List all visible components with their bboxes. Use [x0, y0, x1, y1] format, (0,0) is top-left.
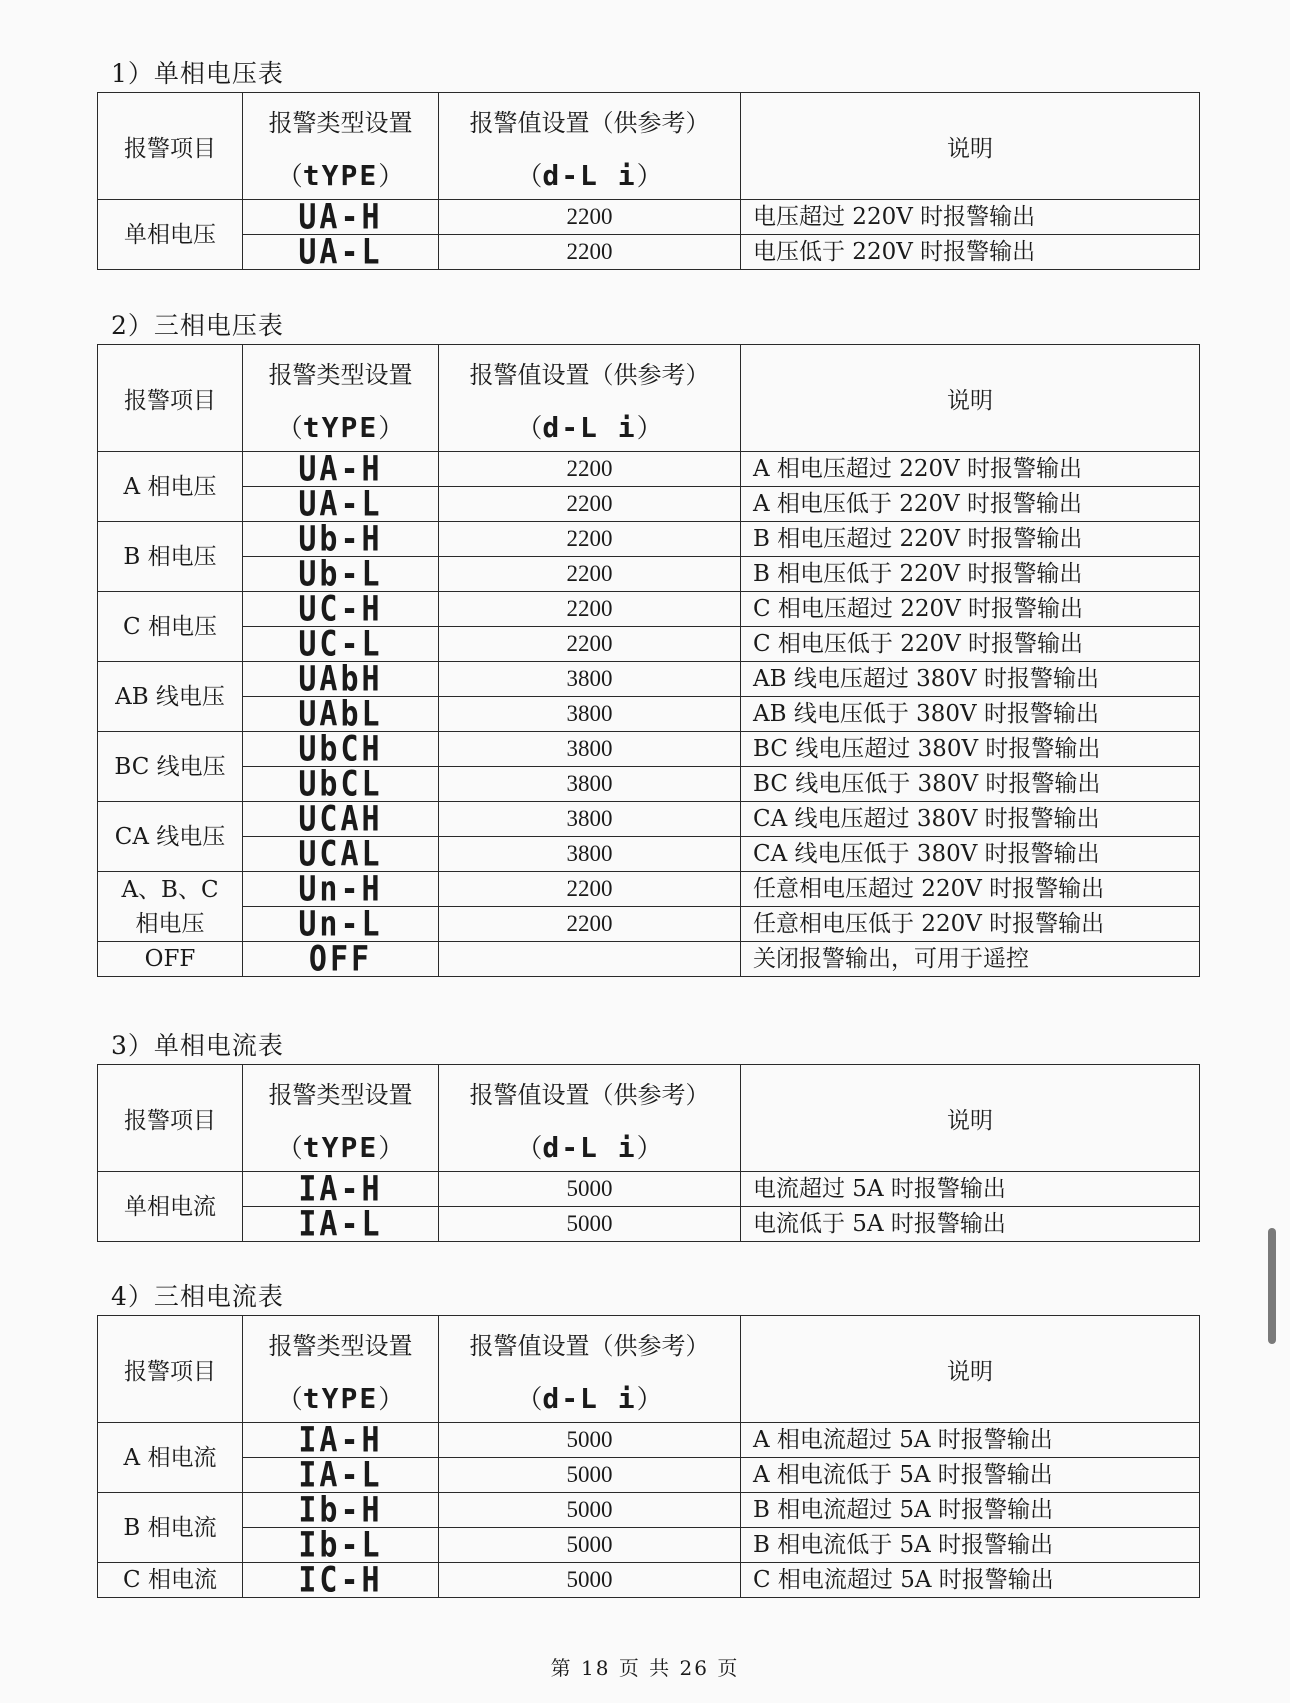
header-value: [439, 1065, 741, 1172]
alarm-value: 2200: [439, 452, 741, 487]
header-type: [243, 345, 439, 452]
table-row: [98, 732, 1200, 767]
alarm-value: [439, 942, 741, 977]
scrollbar[interactable]: [1268, 1228, 1276, 1344]
alarm-item: 单相电流: [98, 1172, 243, 1242]
alarm-description: C 相电压超过 220V 时报警输出: [741, 592, 1200, 627]
alarm-table: [97, 92, 1200, 270]
alarm-description: CA 线电压超过 380V 时报警输出: [741, 802, 1200, 837]
alarm-value: 3800: [439, 662, 741, 697]
alarm-type-code: Un-H: [243, 869, 439, 909]
table-row: [98, 592, 1200, 627]
alarm-type-code: UA-L: [243, 484, 439, 524]
alarm-item: BC 线电压: [98, 732, 243, 802]
table-row: [98, 1207, 1200, 1242]
alarm-type-code: IA-L: [243, 1204, 439, 1244]
alarm-type-code: UC-L: [243, 624, 439, 664]
alarm-item: B 相电压: [98, 522, 243, 592]
alarm-description: A 相电流超过 5A 时报警输出: [741, 1423, 1200, 1458]
header-value-code: d-L i: [542, 1382, 637, 1415]
alarm-description: 电流超过 5A 时报警输出: [741, 1172, 1200, 1207]
alarm-description: C 相电压低于 220V 时报警输出: [741, 627, 1200, 662]
header-item: 报警项目: [98, 1316, 243, 1423]
alarm-type-code: UAbL: [243, 694, 439, 734]
header-desc: 说明: [741, 93, 1200, 200]
alarm-value: 5000: [439, 1493, 741, 1528]
table-row: [98, 1493, 1200, 1528]
header-type-code-wrap: （tYPE）: [276, 411, 405, 444]
alarm-value: 5000: [439, 1423, 741, 1458]
table-row: [98, 697, 1200, 732]
table-row: [98, 557, 1200, 592]
alarm-type-code: UA-H: [243, 449, 439, 489]
alarm-type-code: IA-L: [243, 1455, 439, 1495]
header-value-title: 报警值设置（供参考）: [469, 361, 710, 389]
header-type-code: tYPE: [302, 1382, 379, 1415]
alarm-table: [97, 1315, 1200, 1598]
section-three-phase-current: [97, 1281, 1199, 1598]
header-type: [243, 1065, 439, 1172]
alarm-type-code: OFF: [243, 939, 439, 979]
alarm-table: [97, 344, 1200, 977]
alarm-type-code: UbCH: [243, 729, 439, 769]
alarm-item: AB 线电压: [98, 662, 243, 732]
table-header-row: [98, 1316, 1200, 1423]
table-row: [98, 662, 1200, 697]
table-row: [98, 1528, 1200, 1563]
table-row: [98, 942, 1200, 977]
header-type-code: tYPE: [302, 159, 379, 192]
header-type-code: tYPE: [302, 411, 379, 444]
header-desc: 说明: [741, 1065, 1200, 1172]
alarm-item: B 相电流: [98, 1493, 243, 1563]
alarm-description: CA 线电压低于 380V 时报警输出: [741, 837, 1200, 872]
table-row: [98, 767, 1200, 802]
alarm-item: 单相电压: [98, 200, 243, 270]
header-value-code-wrap: （d-L i）: [516, 159, 663, 192]
alarm-value: 2200: [439, 487, 741, 522]
alarm-description: B 相电流低于 5A 时报警输出: [741, 1528, 1200, 1563]
header-value-code-wrap: （d-L i）: [516, 411, 663, 444]
table-row: [98, 200, 1200, 235]
alarm-description: 电压超过 220V 时报警输出: [741, 200, 1200, 235]
alarm-type-code: Ib-L: [243, 1525, 439, 1565]
alarm-description: 关闭报警输出，可用于遥控: [741, 942, 1200, 977]
alarm-value: 3800: [439, 697, 741, 732]
alarm-value: 2200: [439, 200, 741, 235]
alarm-value: 5000: [439, 1172, 741, 1207]
alarm-type-code: UA-L: [243, 232, 439, 272]
header-type-title: 报警类型设置: [268, 361, 413, 389]
table-row: [98, 837, 1200, 872]
alarm-value: 5000: [439, 1528, 741, 1563]
alarm-value: 5000: [439, 1458, 741, 1493]
alarm-value: 2200: [439, 522, 741, 557]
header-value-code-wrap: （d-L i）: [516, 1131, 663, 1164]
header-type-code-wrap: （tYPE）: [276, 1382, 405, 1415]
alarm-type-code: UC-H: [243, 589, 439, 629]
table-row: [98, 1423, 1200, 1458]
alarm-value: 2200: [439, 872, 741, 907]
alarm-description: A 相电压超过 220V 时报警输出: [741, 452, 1200, 487]
alarm-description: A 相电流低于 5A 时报警输出: [741, 1458, 1200, 1493]
alarm-type-code: Un-L: [243, 904, 439, 944]
table-row: [98, 487, 1200, 522]
table-row: [98, 522, 1200, 557]
alarm-item: C 相电压: [98, 592, 243, 662]
alarm-description: AB 线电压低于 380V 时报警输出: [741, 697, 1200, 732]
header-type-title: 报警类型设置: [268, 1081, 413, 1109]
alarm-table: [97, 1064, 1200, 1242]
table-row: [98, 627, 1200, 662]
table-row: [98, 1458, 1200, 1493]
alarm-item: C 相电流: [98, 1563, 243, 1598]
header-type-code-wrap: （tYPE）: [276, 1131, 405, 1164]
table-row: [98, 802, 1200, 837]
alarm-value: 3800: [439, 837, 741, 872]
alarm-description: 电流低于 5A 时报警输出: [741, 1207, 1200, 1242]
table-header-row: [98, 345, 1200, 452]
alarm-value: 3800: [439, 767, 741, 802]
alarm-type-code: IA-H: [243, 1420, 439, 1460]
section-single-phase-voltage: [97, 58, 1199, 270]
header-item: 报警项目: [98, 1065, 243, 1172]
alarm-description: 电压低于 220V 时报警输出: [741, 235, 1200, 270]
header-value-code: d-L i: [542, 411, 637, 444]
alarm-description: A 相电压低于 220V 时报警输出: [741, 487, 1200, 522]
alarm-type-code: IA-H: [243, 1169, 439, 1209]
alarm-value: 3800: [439, 732, 741, 767]
table-row: [98, 1563, 1200, 1598]
header-type-title: 报警类型设置: [268, 1332, 413, 1360]
alarm-description: C 相电流超过 5A 时报警输出: [741, 1563, 1200, 1598]
section-title: 4）三相电流表: [111, 1282, 284, 1311]
alarm-type-code: UCAH: [243, 799, 439, 839]
header-type: [243, 93, 439, 200]
alarm-description: BC 线电压低于 380V 时报警输出: [741, 767, 1200, 802]
table-row: [98, 235, 1200, 270]
section-three-phase-voltage: [97, 310, 1199, 977]
alarm-description: AB 线电压超过 380V 时报警输出: [741, 662, 1200, 697]
header-value-code: d-L i: [542, 159, 637, 192]
alarm-description: 任意相电压低于 220V 时报警输出: [741, 907, 1200, 942]
header-item: 报警项目: [98, 93, 243, 200]
table-row: [98, 907, 1200, 942]
alarm-description: B 相电压超过 220V 时报警输出: [741, 522, 1200, 557]
alarm-description: B 相电压低于 220V 时报警输出: [741, 557, 1200, 592]
alarm-description: 任意相电压超过 220V 时报警输出: [741, 872, 1200, 907]
header-value: [439, 93, 741, 200]
alarm-type-code: UA-H: [243, 197, 439, 237]
alarm-item: CA 线电压: [98, 802, 243, 872]
alarm-value: 2200: [439, 557, 741, 592]
header-value: [439, 345, 741, 452]
alarm-type-code: IC-H: [243, 1560, 439, 1600]
alarm-value: 2200: [439, 627, 741, 662]
alarm-value: 2200: [439, 235, 741, 270]
header-value-code-wrap: （d-L i）: [516, 1382, 663, 1415]
header-desc: 说明: [741, 345, 1200, 452]
alarm-item: OFF: [98, 942, 243, 977]
header-type-code-wrap: （tYPE）: [276, 159, 405, 192]
alarm-type-code: Ub-H: [243, 519, 439, 559]
alarm-description: BC 线电压超过 380V 时报警输出: [741, 732, 1200, 767]
table-header-row: [98, 93, 1200, 200]
alarm-value: 3800: [439, 802, 741, 837]
header-value-title: 报警值设置（供参考）: [469, 1081, 710, 1109]
alarm-item: A 相电压: [98, 452, 243, 522]
header-value-code: d-L i: [542, 1131, 637, 1164]
alarm-value: 2200: [439, 592, 741, 627]
alarm-item: A、B、C 相电压: [98, 872, 243, 942]
table-header-row: [98, 1065, 1200, 1172]
alarm-type-code: UAbH: [243, 659, 439, 699]
header-value-title: 报警值设置（供参考）: [469, 109, 710, 137]
header-type-code: tYPE: [302, 1131, 379, 1164]
header-item: 报警项目: [98, 345, 243, 452]
alarm-value: 5000: [439, 1563, 741, 1598]
table-row: [98, 1172, 1200, 1207]
alarm-type-code: Ub-L: [243, 554, 439, 594]
table-row: [98, 872, 1200, 907]
table-row: [98, 452, 1200, 487]
header-type: [243, 1316, 439, 1423]
section-title: 2）三相电压表: [111, 311, 284, 340]
alarm-item: A 相电流: [98, 1423, 243, 1493]
alarm-value: 5000: [439, 1207, 741, 1242]
page-footer: 第 18 页 共 26 页: [550, 1656, 740, 1680]
alarm-description: B 相电流超过 5A 时报警输出: [741, 1493, 1200, 1528]
header-type-title: 报警类型设置: [268, 109, 413, 137]
header-value-title: 报警值设置（供参考）: [469, 1332, 710, 1360]
section-single-phase-current: [97, 1030, 1199, 1242]
header-desc: 说明: [741, 1316, 1200, 1423]
alarm-type-code: UCAL: [243, 834, 439, 874]
section-title: 1）单相电压表: [111, 59, 284, 88]
alarm-type-code: UbCL: [243, 764, 439, 804]
alarm-value: 2200: [439, 907, 741, 942]
header-value: [439, 1316, 741, 1423]
alarm-type-code: Ib-H: [243, 1490, 439, 1530]
section-title: 3）单相电流表: [111, 1031, 284, 1060]
